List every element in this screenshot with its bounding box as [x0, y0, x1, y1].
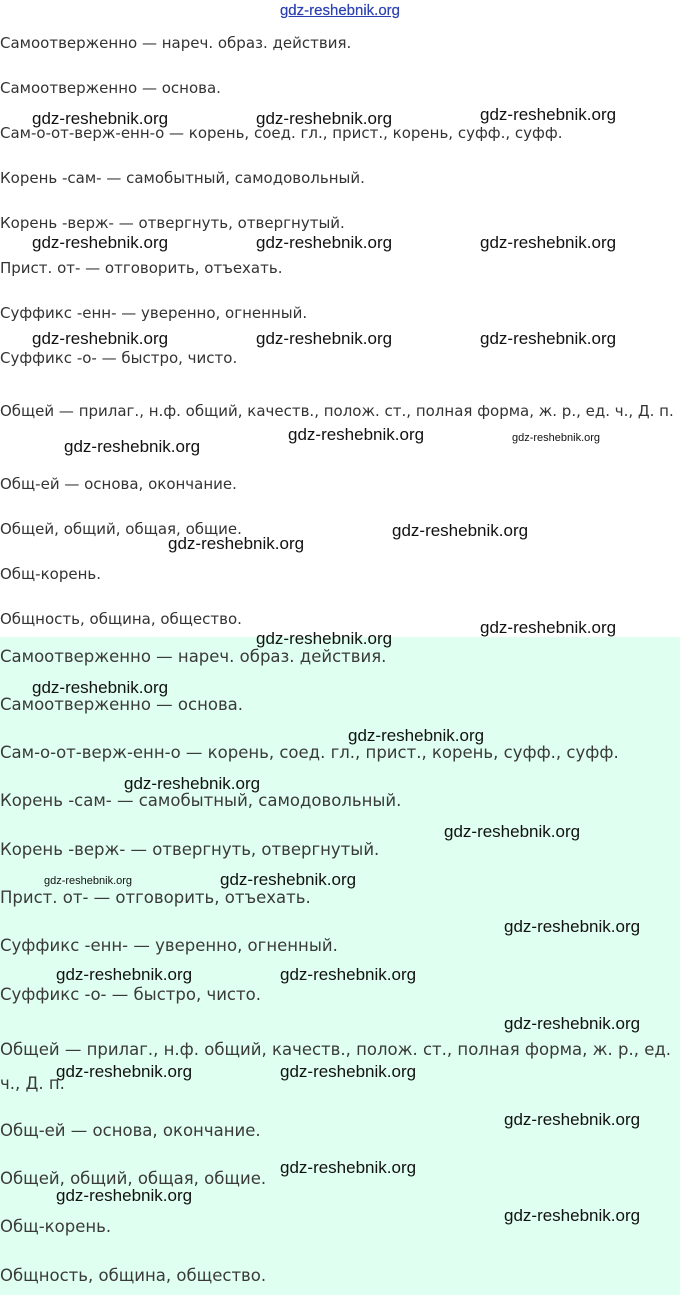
watermark: gdz-reshebnik.org [56, 1186, 193, 1205]
text-line: Общей — прилаг., н.ф. общий, качеств., полож. ст., полная форма, ж. р., ед. ч., Д. п. [0, 1040, 671, 1093]
watermark: gdz-reshebnik.org [480, 105, 617, 124]
watermark: gdz-reshebnik.org [392, 521, 529, 540]
text-line: Общность, община, общество. [0, 1266, 267, 1285]
watermark: gdz-reshebnik.org [280, 965, 417, 984]
watermark: gdz-reshebnik.org [288, 425, 425, 444]
watermark: gdz-reshebnik.org [44, 875, 133, 887]
watermark: gdz-reshebnik.org [32, 109, 169, 128]
text-line: Общей, общий, общая, общие. [0, 1169, 267, 1188]
text-line: Корень -верж- — отвергнуть, отвергнутый. [0, 214, 345, 232]
text-line: Суффикс -о- — быстро, чисто. [0, 985, 261, 1004]
watermark: gdz-reshebnik.org [56, 1062, 193, 1081]
text-line: Общность, община, общество. [0, 610, 242, 628]
watermark: gdz-reshebnik.org [504, 1110, 641, 1129]
text-line: Корень -сам- — самобытный, самодовольный. [0, 169, 365, 187]
text-line: Общей — прилаг., н.ф. общий, качеств., полож. ст., полная форма, ж. р., ед. ч., Д. п. [0, 402, 674, 420]
text-line: Корень -верж- — отвергнуть, отвергнутый. [0, 840, 380, 859]
watermark: gdz-reshebnik.org [256, 329, 393, 348]
text-line: Суффикс -о- — быстро, чисто. [0, 349, 238, 367]
text-line: Сам-о-от-верж-енн-о — корень, соед. гл., прист., корень, суфф., суфф. [0, 124, 563, 142]
site-link[interactable]: gdz-reshebnik.org [279, 2, 401, 19]
text-line: Общ-корень. [0, 565, 102, 583]
watermark: gdz-reshebnik.org [444, 822, 581, 841]
watermark: gdz-reshebnik.org [280, 1158, 417, 1177]
watermark: gdz-reshebnik.org [168, 534, 305, 553]
text-line: Общ-ей — основа, окончание. [0, 475, 237, 493]
watermark: gdz-reshebnik.org [32, 329, 169, 348]
watermark: gdz-reshebnik.org [220, 870, 357, 889]
text-line: Прист. от- — отговорить, отъехать. [0, 259, 283, 277]
watermark: gdz-reshebnik.org [256, 109, 393, 128]
text-line: Корень -сам- — самобытный, самодовольный. [0, 791, 402, 810]
text-line: Общ-корень. [0, 1217, 112, 1236]
text-line: Суффикс -енн- — уверенно, огненный. [0, 304, 308, 322]
watermark: gdz-reshebnik.org [32, 233, 169, 252]
watermark: gdz-reshebnik.org [480, 618, 617, 637]
watermark: gdz-reshebnik.org [504, 917, 641, 936]
text-line: Общей, общий, общая, общие. [0, 520, 242, 538]
watermark: gdz-reshebnik.org [256, 629, 393, 648]
text-line: Самоотверженно — нареч. образ. действия. [0, 34, 352, 52]
text-line: Самоотверженно — основа. [0, 79, 221, 97]
watermark: gdz-reshebnik.org [280, 1062, 417, 1081]
text-line: Самоотверженно — нареч. образ. действия. [0, 647, 387, 666]
text-line: Суффикс -енн- — уверенно, огненный. [0, 936, 338, 955]
watermark: gdz-reshebnik.org [512, 432, 601, 444]
text-line: Прист. от- — отговорить, отъехать. [0, 888, 311, 907]
text-line: Самоотверженно — основа. [0, 695, 244, 714]
watermark: gdz-reshebnik.org [256, 233, 393, 252]
watermark: gdz-reshebnik.org [56, 965, 193, 984]
watermark: gdz-reshebnik.org [504, 1014, 641, 1033]
watermark: gdz-reshebnik.org [124, 774, 261, 793]
watermark: gdz-reshebnik.org [64, 437, 201, 456]
watermark: gdz-reshebnik.org [504, 1206, 641, 1225]
watermark: gdz-reshebnik.org [480, 233, 617, 252]
text-line: Сам-о-от-верж-енн-о — корень, соед. гл., прист., корень, суфф., суфф. [0, 743, 619, 762]
watermark: gdz-reshebnik.org [348, 726, 485, 745]
text-line: Общ-ей — основа, окончание. [0, 1121, 261, 1140]
watermark: gdz-reshebnik.org [480, 329, 617, 348]
watermark: gdz-reshebnik.org [32, 678, 169, 697]
